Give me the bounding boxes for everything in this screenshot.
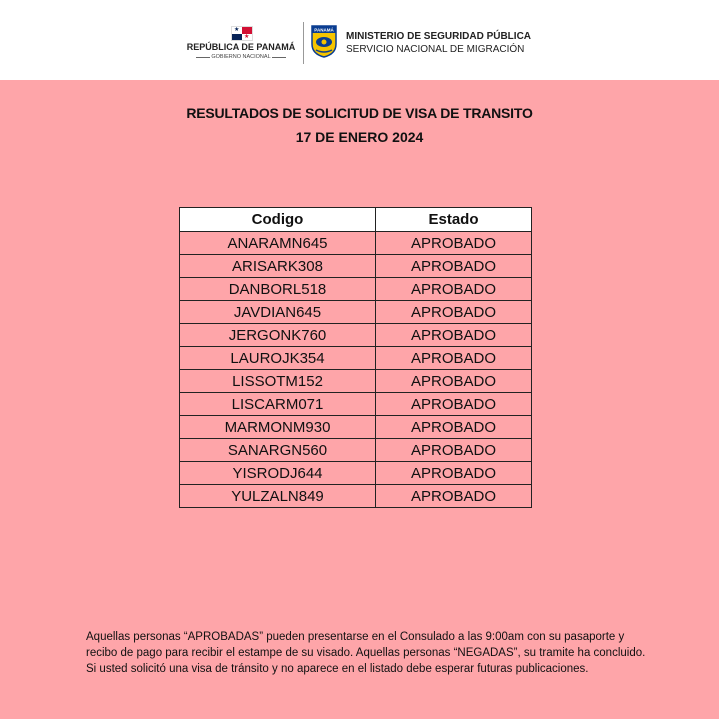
table-row [180, 301, 532, 324]
code-cell: SANARGN560 [180, 439, 376, 462]
status-cell: APROBADO [376, 232, 532, 255]
country-name: REPÚBLICA DE PANAMÁ [186, 42, 296, 52]
code-cell: ANARAMN645 [180, 232, 376, 255]
status-cell: APROBADO [376, 416, 532, 439]
status-cell: APROBADO [376, 255, 532, 278]
migration-seal-icon [310, 24, 338, 58]
table-row [180, 278, 532, 301]
header-bar [0, 0, 719, 80]
code-cell: MARMONM930 [180, 416, 376, 439]
ministry-name: MINISTERIO DE SEGURIDAD PÚBLICA [346, 31, 532, 42]
government-label: GOBIERNO NACIONAL [211, 54, 271, 60]
table-row [180, 485, 532, 508]
status-cell: APROBADO [376, 301, 532, 324]
code-cell: YULZALN849 [180, 485, 376, 508]
code-cell: DANBORL518 [180, 278, 376, 301]
code-cell: JERGONK760 [180, 324, 376, 347]
instructions-note: Aquellas personas “APROBADAS” pueden presentarse en el Consulado a las 9:00am con su pasaporte y recibo de pago para recibir el estampe de su visado. Aquellas personas “NEGADAS”, su tramite ha concluido. Si usted solicitó una visa de tránsito y no aparece en el listado debe esperar futuras publicaciones. [86, 631, 646, 675]
status-cell: APROBADO [376, 439, 532, 462]
page-date: 17 DE ENERO 2024 [295, 129, 424, 145]
header-divider [303, 22, 304, 64]
status-cell: APROBADO [376, 278, 532, 301]
table-row [180, 462, 532, 485]
code-cell: ARISARK308 [180, 255, 376, 278]
table-row [180, 439, 532, 462]
table-row [180, 232, 532, 255]
table-row [180, 393, 532, 416]
status-cell: APROBADO [376, 393, 532, 416]
column-header-codigo: Codigo [180, 208, 376, 232]
results-table [179, 207, 532, 508]
status-cell: APROBADO [376, 462, 532, 485]
code-cell: LISCARM071 [180, 393, 376, 416]
code-cell: LAUROJK354 [180, 347, 376, 370]
panama-flag-icon: ★ ★ [231, 26, 253, 41]
code-cell: LISSOTM152 [180, 370, 376, 393]
status-cell: APROBADO [376, 347, 532, 370]
divider [272, 57, 286, 58]
table-row [180, 370, 532, 393]
service-name: SERVICIO NACIONAL DE MIGRACIÓN [346, 44, 525, 55]
page-title: RESULTADOS DE SOLICITUD DE VISA DE TRANSITO [186, 105, 533, 121]
table-row [180, 416, 532, 439]
code-cell: YISRODJ644 [180, 462, 376, 485]
table-row [180, 324, 532, 347]
code-cell: JAVDIAN645 [180, 301, 376, 324]
status-cell: APROBADO [376, 370, 532, 393]
table-row [180, 347, 532, 370]
status-cell: APROBADO [376, 485, 532, 508]
table-row [180, 255, 532, 278]
seal-label: PANAMÁ [314, 27, 334, 33]
status-cell: APROBADO [376, 324, 532, 347]
column-header-estado: Estado [376, 208, 532, 232]
table-header-row [180, 208, 532, 232]
